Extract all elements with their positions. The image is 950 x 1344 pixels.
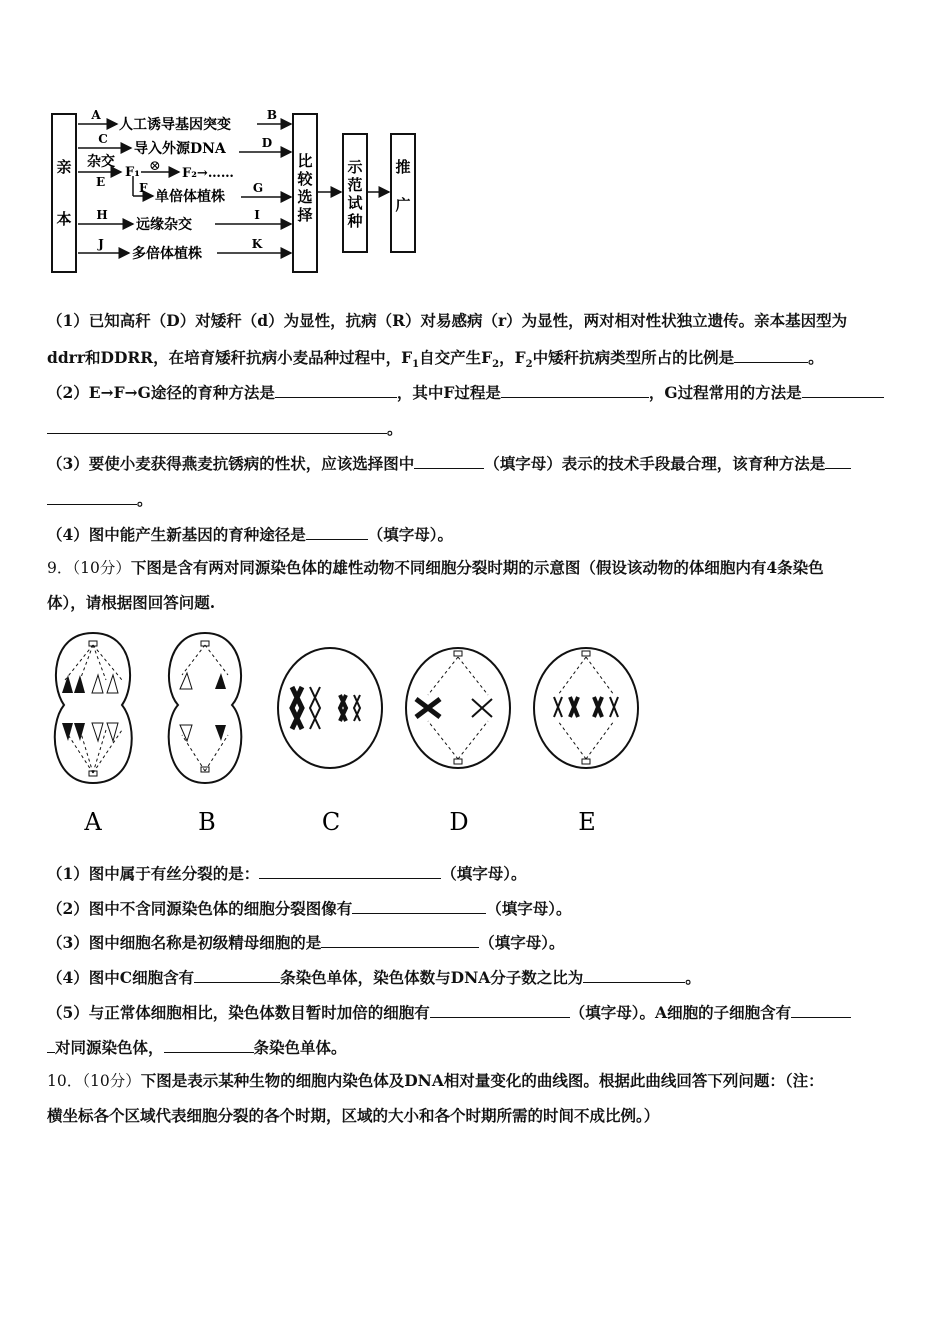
q9-s5-blank-cells[interactable] (430, 1001, 570, 1018)
self-cross-symbol: ⊗ (149, 158, 161, 174)
q10-score: （10分） (82, 1072, 141, 1090)
cell-b (169, 633, 242, 783)
promote-box (391, 134, 415, 252)
q9-score: （10分） (72, 559, 131, 577)
promote-char-2: 广 (395, 196, 411, 214)
q9-number: 9． (47, 559, 73, 577)
letter-j: J (98, 237, 104, 251)
sub-1: 1 (412, 359, 420, 371)
letter-k: K (251, 237, 263, 251)
q9-s2-blank[interactable] (352, 897, 486, 914)
q9-s5-text-c: 对同源染色体， (55, 1038, 164, 1057)
cell-division-figure (40, 625, 650, 840)
branch-dna-label: 导入外源DNA (134, 141, 226, 157)
q9-sub1 (47, 862, 527, 884)
q9-s4-text-b: 条染色单体，染色体数与DNA分子数之比为 (280, 968, 584, 987)
q8-p2-text-b: ，其中F过程是 (396, 383, 501, 402)
q9-s4-end: 。 (685, 968, 701, 987)
q9-stem-a: 下图是含有两对同源染色体的雄性动物不同细胞分裂时期的示意图（假设该动物的体细胞内有4条染色 (130, 558, 824, 577)
q9-s3-blank[interactable] (321, 931, 479, 948)
cell-c (278, 648, 382, 768)
q8-p2-text-a: （2）E→F→G途径的育种方法是 (47, 383, 275, 402)
q8-p3-blank-method-cont[interactable] (47, 488, 137, 505)
q8-p3-text-b: （填字母）表示的技术手段最合理，该育种方法是 (484, 454, 826, 473)
q10-number: 10． (47, 1072, 83, 1090)
q10-stem-a: 下图是表示某种生物的细胞内染色体及DNA相对量变化的曲线图。根据此曲线回答下列问题：（注： (140, 1071, 824, 1090)
q8-part3-line1 (47, 452, 851, 474)
branch-cross-label: 杂交 (87, 154, 115, 170)
q9-stem-line1 (47, 558, 824, 578)
letter-h: H (96, 208, 108, 222)
cell-label-d: D (449, 808, 469, 836)
q9-s4-blank-chromatids[interactable] (194, 966, 280, 983)
letter-i: I (254, 208, 260, 222)
q9-sub3 (47, 931, 565, 953)
q8-p2-blank-method[interactable] (275, 381, 397, 398)
parent-box (52, 114, 76, 272)
demo-char-2: 范 (347, 176, 363, 194)
q8-p2-blank-g-method[interactable] (802, 381, 884, 398)
q9-s1-blank[interactable] (259, 862, 441, 879)
letter-f: F (139, 181, 148, 195)
q9-s5-text-a: （5）与正常体细胞相比，染色体数目暂时加倍的细胞有 (47, 1003, 430, 1022)
q8-p2-text-c: ，G过程常用的方法是 (648, 383, 802, 402)
q8-part3-line2 (47, 488, 153, 510)
branch-mutation-label: 人工诱导基因突变 (119, 117, 231, 133)
letter-c: C (98, 132, 108, 146)
letter-d: D (261, 136, 273, 150)
q8-part2-line2 (47, 417, 403, 439)
q8-p1-text-c: 自交产生F (419, 348, 493, 367)
demo-char-1: 示 (347, 158, 363, 176)
f2-label: F₂→…… (182, 166, 234, 181)
q8-part4-line (47, 523, 453, 545)
branch-distant-label: 远缘杂交 (136, 217, 192, 233)
demo-char-3: 试 (347, 194, 363, 212)
q8-p3-end: 。 (137, 490, 153, 509)
letter-a: A (91, 108, 101, 122)
q8-p2-blank-f-process[interactable] (501, 381, 649, 398)
parent-label-2: 本 (56, 210, 72, 228)
q9-sub2 (47, 897, 572, 919)
cell-label-e: E (578, 808, 596, 836)
q9-s1-text-a: （1）图中属于有丝分裂的是： (47, 864, 260, 883)
compare-char-4: 择 (297, 206, 313, 224)
q8-p3-blank-letter[interactable] (414, 452, 484, 469)
q8-p1-text-e: 中矮秆抗病类型所占的比例是 (532, 348, 735, 367)
q8-part2-line1 (47, 381, 884, 403)
cell-label-a: A (84, 808, 102, 836)
q8-p1-end: 。 (808, 348, 824, 367)
q8-p1-answer-blank[interactable] (734, 346, 808, 363)
q9-s2-text-a: （2）图中不含同源染色体的细胞分裂图像有 (47, 899, 353, 918)
q9-s2-text-b: （填字母）。 (486, 899, 572, 918)
parent-label-1: 亲 (56, 158, 72, 176)
q8-p4-text-b: （填字母）。 (367, 525, 454, 544)
q9-s5-text-d: 条染色单体。 (253, 1038, 347, 1057)
q9-s5-text-b: （填字母）。A细胞的子细胞含有 (569, 1003, 792, 1022)
q9-sub5-line1 (47, 1001, 851, 1023)
q10-stem-line2 (47, 1106, 659, 1126)
q9-s4-blank-ratio[interactable] (583, 966, 685, 983)
cell-a (55, 633, 132, 783)
q8-p3-blank-method[interactable] (825, 452, 851, 469)
q8-part1-line2: ddrr和DDRR，在培育矮秆抗病小麦品种过程中，$F_1$自交产生$F_2$，$F_2$中矮秆抗病类型所占的比例是 。 (47, 348, 824, 371)
q9-s1-text-b: （填字母）。 (441, 864, 527, 883)
branch-haploid-label: 单倍体植株 (155, 189, 225, 205)
cell-label-b: B (198, 808, 216, 836)
q8-p1-text-d: ，F (499, 348, 526, 367)
promote-char-1: 推 (395, 158, 411, 176)
q9-sub4 (47, 966, 701, 988)
cell-d (406, 648, 510, 768)
q8-p4-blank[interactable] (306, 523, 368, 540)
compare-char-2: 较 (297, 170, 313, 188)
q8-p2-blank-g-method-cont[interactable] (47, 417, 387, 434)
q9-s5-blank-chromatids[interactable] (164, 1036, 254, 1053)
q9-s5-blank-pairs-cont[interactable] (47, 1036, 55, 1053)
letter-g: G (252, 181, 264, 195)
q10-stem-b: 横坐标各个区域代表细胞分裂的各个时期，区域的大小和各个时期所需的时间不成比例。） (47, 1106, 660, 1125)
compare-char-3: 选 (297, 188, 313, 206)
cell-label-c: C (321, 808, 341, 836)
q9-stem-line2 (47, 593, 215, 613)
demo-char-4: 种 (347, 212, 363, 230)
sub-2: 2 (492, 359, 500, 371)
compare-char-1: 比 (297, 152, 313, 170)
q9-sub5-line2 (47, 1036, 347, 1058)
q8-p1-text-a: （1）已知高秆（D）对矮秆（d）为显性，抗病（R）对易感病（r）为显性，两对相对性状独立遗传。亲本基因型为 (47, 311, 848, 330)
q8-p3-text-a: （3）要使小麦获得燕麦抗锈病的性状，应该选择图中 (47, 454, 415, 473)
branch-polyploid-label: 多倍体植株 (132, 246, 202, 262)
q9-stem-b: 体），请根据图回答问题. (47, 593, 216, 612)
q9-s5-blank-pairs[interactable] (791, 1001, 851, 1018)
q9-s4-text-a: （4）图中C细胞含有 (47, 968, 195, 987)
breeding-flow-diagram (45, 100, 425, 280)
q8-part1-line1 (47, 311, 847, 331)
q8-p4-text-a: （4）图中能产生新基因的育种途径是 (47, 525, 306, 544)
letter-e: E (96, 175, 106, 189)
f1-label: F₁ (125, 165, 140, 180)
q9-s3-text-a: （3）图中细胞名称是初级精母细胞的是 (47, 933, 322, 952)
letter-b: B (266, 108, 278, 122)
q10-stem-line1 (47, 1071, 824, 1091)
q8-p1-text-b: ddrr和DDRR，在培育矮秆抗病小麦品种过程中，F (47, 348, 413, 367)
q8-p2-end: 。 (387, 419, 403, 438)
q9-s3-text-b: （填字母）。 (479, 933, 565, 952)
cell-e (534, 648, 638, 768)
